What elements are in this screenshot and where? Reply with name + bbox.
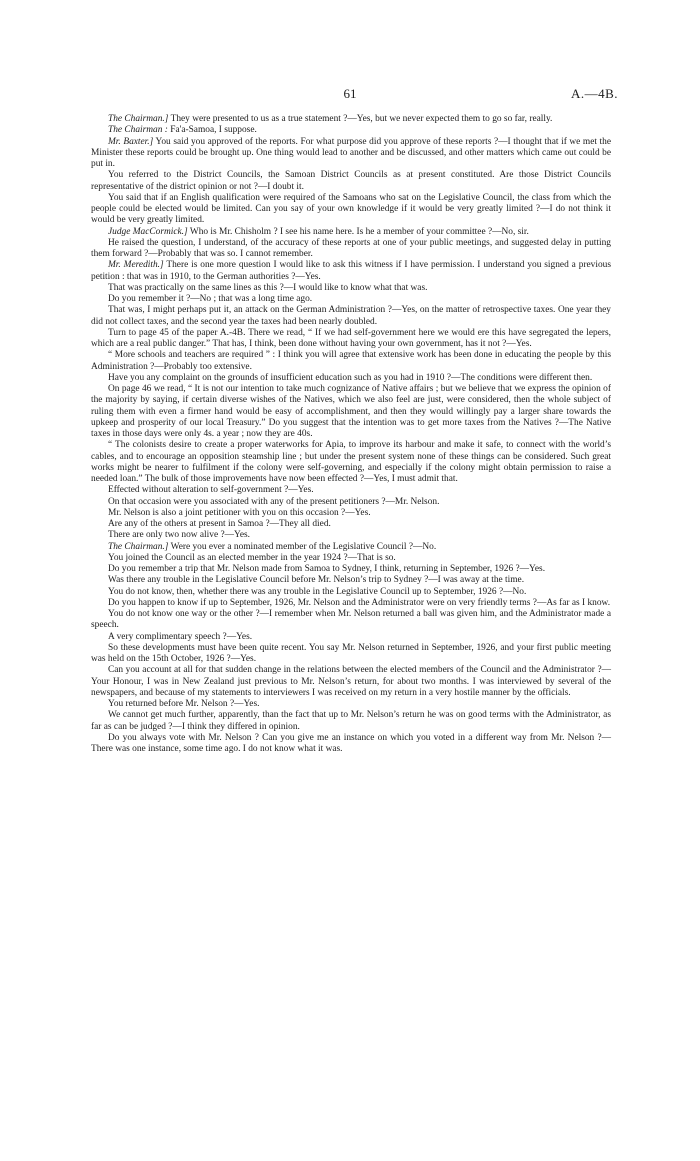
paragraph-text: There is one more question I would like to ask this witness if I have permission. I understand you signed a previous petition : that was in 1910, to the German authorities ?—Yes. — [91, 260, 611, 282]
page-number: 61 — [343, 86, 357, 101]
paragraph — [91, 530, 611, 541]
paragraph-text: That was practically on the same lines as this ?—I would like to know what that was. — [108, 282, 428, 293]
paragraph — [91, 519, 611, 530]
paragraph — [91, 328, 611, 351]
paragraph-text: You said you approved of the reports. For what purpose did you approve of these reports ?—I thought that if we met the Minister these reports could be brought up. One thing would lead to another and be discussed, and other matters which came out could be put in. — [91, 136, 611, 169]
paragraph-text: Mr. Nelson is also a joint petitioner with you on this occasion ?—Yes. — [108, 507, 371, 518]
paragraph-text: So these developments must have been quite recent. You say Mr. Nelson returned in September, 1926, and your first public meeting was held on the 15th October, 1926 ?—Yes. — [91, 642, 611, 664]
paragraph — [91, 575, 611, 586]
paragraph-text: You returned before Mr. Nelson ?—Yes. — [108, 699, 260, 709]
paragraph — [91, 260, 611, 283]
paragraph-text: On page 46 we read, “ It is not our intention to take much cognizance of Native affairs ; but we believe that we express the opinion of the majority by saying, if certain diverse wishes of the Natives, which we also feel are just, were considered, then the whole subject of ruling them with even a firmer hand would be easy of accomplishment, and then they would willingly pay a larger share towards the upkeep and prosperity of our local Treasury.” Do you suggest that the intention was to get more taxes from the Natives ?—The Native taxes in those days were only 4s. a year ; now they are 40s. — [91, 384, 611, 439]
paragraph — [91, 485, 611, 496]
paragraph — [91, 699, 611, 710]
paragraph-text: Effected without alteration to self-government ?—Yes. — [108, 485, 314, 496]
paragraph — [91, 170, 611, 193]
paragraph-text: Do you remember a trip that Mr. Nelson made from Samoa to Sydney, I think, returning in September, 1926 ?—Yes. — [108, 564, 546, 574]
paragraph — [91, 632, 611, 643]
paragraph — [91, 733, 611, 756]
paragraph — [91, 542, 611, 553]
document-reference: A.—4B. — [570, 86, 618, 101]
paragraph — [91, 114, 611, 125]
paragraph-text: You do not know, then, whether there was any trouble in the Legislative Council up to September, 1926 ?—No. — [108, 586, 527, 597]
paragraph — [91, 609, 611, 632]
paragraph-text: You referred to the District Councils, the Samoan District Councils as at present constituted. Are those District Councils representative of the district opinion or not ?—I doubt it. — [91, 170, 611, 192]
paragraph-text: Fa'a-Samoa, I suppose. — [167, 125, 257, 136]
paragraph — [91, 598, 611, 609]
speaker-label: Judge MacCormick.] — [108, 226, 188, 237]
paragraph-text: We cannot get much further, apparently, than the fact that up to Mr. Nelson’s return he was on good terms with the Administrator, as far as can be judged ?—I think they differed in opinion. — [91, 710, 611, 732]
speaker-label: The Chairman.] — [108, 541, 169, 552]
paragraph — [91, 440, 611, 485]
paragraph-text: “ The colonists desire to create a proper waterworks for Apia, to improve its harbour and make it safe, to connect with the world’s cables, and to encourage an opposition steamship line ; but under the present system none of these things can be considered. Such great works might be nearer to fulfilment if the colony were self-governing, and especially if the colony might obtain permission to raise a needed loan.” The bulk of those improvements have now been effected ?—Yes, I must admit that. — [91, 440, 611, 484]
paragraph-text: “ More schools and teachers are required ” : I think you will agree that extensive work has been done in educating the people by this Administration ?—Probably too extensive. — [91, 350, 611, 372]
paragraph — [91, 137, 611, 171]
paragraph-text: A very complimentary speech ?—Yes. — [108, 631, 253, 642]
paragraph-text: They were presented to us as a true statement ?—Yes, but we never expected them to go so far, really. — [168, 114, 553, 124]
paragraph — [91, 238, 611, 261]
paragraph-text: Was there any trouble in the Legislative Council before Mr. Nelson’s trip to Sydney ?—I was away at the time. — [108, 575, 525, 586]
paragraph — [91, 373, 611, 384]
paragraph — [91, 553, 611, 564]
paragraph-text: Can you account at all for that sudden change in the relations between the elected members of the Council and the Administrator ?—Your Honour, I was in New Zealand just previous to Mr. Nelson’s return, for about two months. I was interviewed by several of the newspapers, and because of my statements to interviewers I was received on my return in a very hostile manner by the officials. — [91, 665, 611, 698]
paragraph-text: Do you remember it ?—No ; that was a long time ago. — [108, 294, 313, 304]
paragraph-text: You joined the Council as an elected member in the year 1924 ?—That is so. — [108, 552, 396, 563]
paragraph — [91, 384, 611, 440]
speaker-label: Mr. Baxter.] — [108, 136, 154, 147]
paragraph — [91, 508, 611, 519]
speaker-label: The Chairman : — [108, 125, 168, 136]
paragraph-text: You do not know one way or the other ?—I remember when Mr. Nelson returned a ball was given him, and the Administrator made a speech. — [91, 609, 611, 631]
paragraph — [91, 350, 611, 373]
paragraph-text: You said that if an English qualification were required of the Samoans who sat on the Legislative Council, the class from which the people could be elected would be limited. Can you say of your own knowledge if it would be very greatly limited ?—I do not think it would be very greatly limited. — [91, 192, 611, 226]
paragraph-text: That was, I might perhaps put it, an attack on the German Administration ?—Yes, on the matter of retrospective taxes. One year they did not collect taxes, and the second year the taxes had been nearly doubled. — [91, 305, 611, 327]
speaker-label: The Chairman.] — [108, 114, 169, 124]
paragraph — [91, 305, 611, 328]
speaker-label: Mr. Meredith.] — [108, 260, 164, 271]
paragraph — [91, 587, 611, 598]
paragraph — [91, 227, 611, 238]
paragraph — [91, 294, 611, 305]
paragraph-text: Do you happen to know if up to September, 1926, Mr. Nelson and the Administrator were on very friendly terms ?—As far as I know. — [108, 597, 611, 608]
paragraph — [91, 283, 611, 294]
paragraph-text: Have you any complaint on the grounds of insufficient education such as you had in 1910 ?—The conditions were different then. — [108, 372, 593, 383]
paragraph — [91, 643, 611, 666]
paragraph-text: Do you always vote with Mr. Nelson ? Can you give me an instance on which you voted in a different way from Mr. Nelson ?—There was one instance, some time ago. I do not know what it was. — [91, 732, 611, 754]
paragraph — [91, 710, 611, 733]
paragraph-text: He raised the question, I understand, of the accuracy of these reports at one of your public meetings, and suggested delay in putting them forward ?—Probably that was so. I cannot remember. — [91, 237, 611, 259]
paragraph-text: Are any of the others at present in Samoa ?—They all died. — [108, 519, 331, 529]
paragraph-text: On that occasion were you associated with any of the present petitioners ?—Mr. Nelson. — [108, 496, 440, 507]
document-body — [91, 114, 611, 755]
paragraph-text: Who is Mr. Chisholm ? I see his name here. Is he a member of your committee ?—No, sir. — [187, 226, 529, 237]
paragraph — [91, 497, 611, 508]
paragraph — [91, 125, 611, 136]
paragraph — [91, 193, 611, 227]
paragraph-text: Turn to page 45 of the paper A.-4B. There we read, “ If we had self-government here we would ere this have segregated the lepers, which are a real public danger.” That has, I think, been done without having your own government, has it not ?—Yes. — [91, 327, 611, 349]
paragraph — [91, 564, 611, 575]
paragraph — [91, 665, 611, 699]
paragraph-text: Were you ever a nominated member of the Legislative Council ?—No. — [168, 541, 437, 552]
paragraph-text: There are only two now alive ?—Yes. — [108, 530, 250, 541]
